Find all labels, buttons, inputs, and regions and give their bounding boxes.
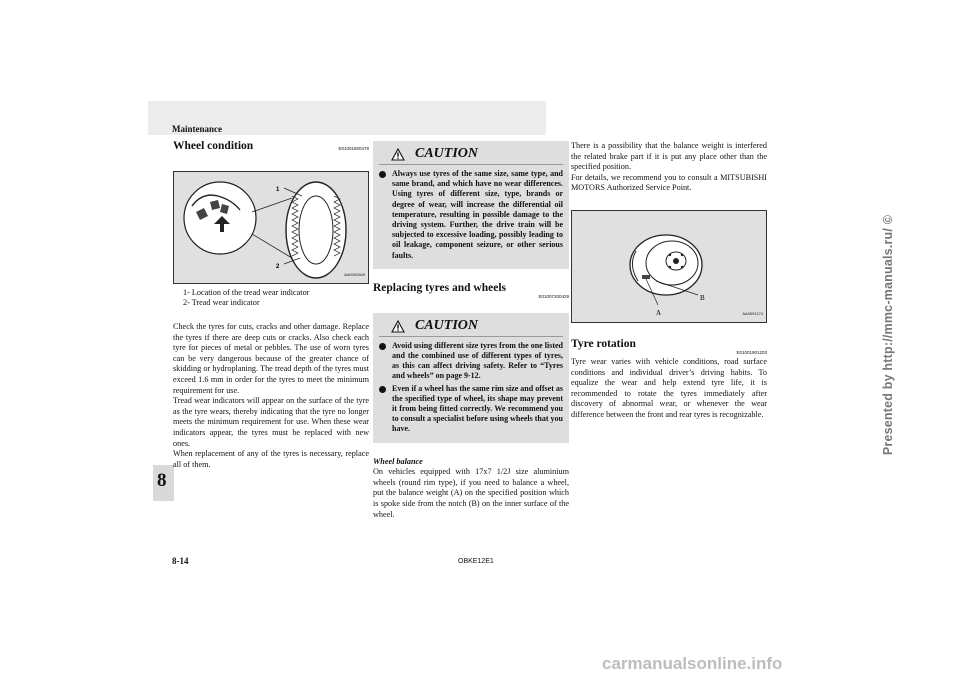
caution-title [379,145,563,165]
heading-code: E01007200429 [538,293,569,299]
heading-text: Replacing tyres and wheels [373,281,506,294]
side-watermark: Presented by http://mmc-manuals.ru/ © [881,214,895,456]
paragraph: When replacement of any of the tyres is necessary, replace all of them. [173,449,369,469]
caution-box-1 [373,141,569,269]
bullet-icon [379,171,386,178]
paragraph: Check the tyres for cuts, cracks and other damage. Replace the tyres if there are deep cuts or cracks. Also check each tyre for pieces of metal or pebbles. The use of worn tyres can be very dangerous because of the greater chance of skidding or hydroplaning. The tread depth of the tyres must exceed 1.6 mm in order for the tyres to meet the minimum requirement for use. [173,322,369,395]
caution-text: Always use tyres of the same size, same type, and same brand, and which have no wear differences. Using tyres of different size, type, brands or degree of wear, will increase the differential oil temperature, resulting in possible damage to the driving system. Further, the drive train will be subjected to excessive loading, possibly leading to oil leakage, component seizure, or other serious faults. [392,169,563,260]
heading-code: E01001800478 [338,146,369,151]
caution-item [379,341,563,382]
column-2 [373,141,569,520]
wheel-balance-section [373,457,569,521]
tread-wear-figure [173,171,369,284]
tyre-rotation-body [571,357,767,421]
document-code: OBKE12E1 [458,558,494,565]
tyre-rotation-heading [571,339,767,357]
figure-legend [173,288,369,308]
section-label: Maintenance [172,124,222,134]
caution-text: Avoid using different size tyres from the one listed and the combined use of different types of tyres, as this can affect driving safety. Refer to “Tyres and wheels” on page 9-12. [392,340,563,381]
paragraph: Tyre wear varies with vehicle conditions, road surface conditions and individual driver’s driving habits. To equalize the wear and help extend tyre life, it is recommended to rotate the tyres immediately after discovery of abnormal wear, or whenever the wear difference between the front and rear tyres is recognizable. [571,356,767,419]
figure-label-2: 2 [276,264,280,270]
paragraph: There is a possibility that the balance weight is interfered the related brake part if it is put any place other than the specified position. [571,141,767,172]
caution-text: Even if a wheel has the same rim size and offset as the specified type of wheel, its shape may prevent it from being fitted correctly. We recommend you to consult a specialist before using wheels that you have. [392,383,563,434]
callout-line-top [252,198,292,212]
figure-label-b: B [700,293,705,302]
bottom-watermark: carmanualsonline.info [602,654,783,673]
balance-weight-notes [571,141,767,194]
lug-hole [669,254,671,256]
caution-box-2 [373,313,569,443]
caution-title-text: CAUTION [415,318,479,334]
lug-hole [681,266,683,268]
heading-text: Wheel condition [173,140,254,152]
legend-item: 2- Tread wear indicator [183,298,260,307]
lug-hole [669,266,671,268]
chapter-number: 8 [157,470,167,491]
wheel-balance-subheading: Wheel balance [373,456,423,466]
balance-weight-mark [642,275,650,279]
wheel-balance-figure [571,210,767,323]
lug-hole [681,254,683,256]
paragraph: Tread wear indicators will appear on the surface of the tyre as the tyre wears, thereby indicating that the tyre no longer meets the minimum requirement for use. When these wear indicators appear, the tyres must be replaced with new ones. [173,396,369,448]
caution-title-text: CAUTION [415,146,479,162]
bullet-icon [379,386,386,393]
warning-triangle-icon [391,320,405,333]
wheel-rim-outer [630,235,702,295]
wheel-condition-body [173,322,369,470]
replacing-tyres-heading [373,283,569,301]
wheel-illustration [572,211,766,322]
caution-title [379,317,563,337]
warning-triangle-icon [391,148,405,161]
paragraph: For details, we recommend you to consult a MITSUBISHI MOTORS Authorized Service Point. [571,172,767,193]
column-1 [173,141,369,470]
hub-center [673,258,679,264]
legend-item: 1- Location of the tread wear indicator [183,288,310,297]
bullet-icon [379,343,386,350]
heading-text: Tyre rotation [571,337,636,350]
tyre-illustration [174,172,368,283]
heading-code: E01001901203 [736,349,767,355]
figure-code: AA0002849 [344,272,365,278]
figure-label-a: A [656,308,662,317]
caution-item [379,384,563,435]
paragraph: On vehicles equipped with 17x7 1/2J size aluminium wheels (round rim type), if you need to balance a wheel, put the balance weight (A) on the specified position which is spoke side from the notch (B) on the inner surface of the wheel. [373,467,569,519]
wheel-condition-heading [173,141,369,159]
figure-label-1: 1 [276,187,280,193]
caution-item [379,169,563,261]
page-number: 8-14 [172,556,189,566]
column-3 [571,141,767,421]
figure-code: AA0091174 [742,311,763,317]
